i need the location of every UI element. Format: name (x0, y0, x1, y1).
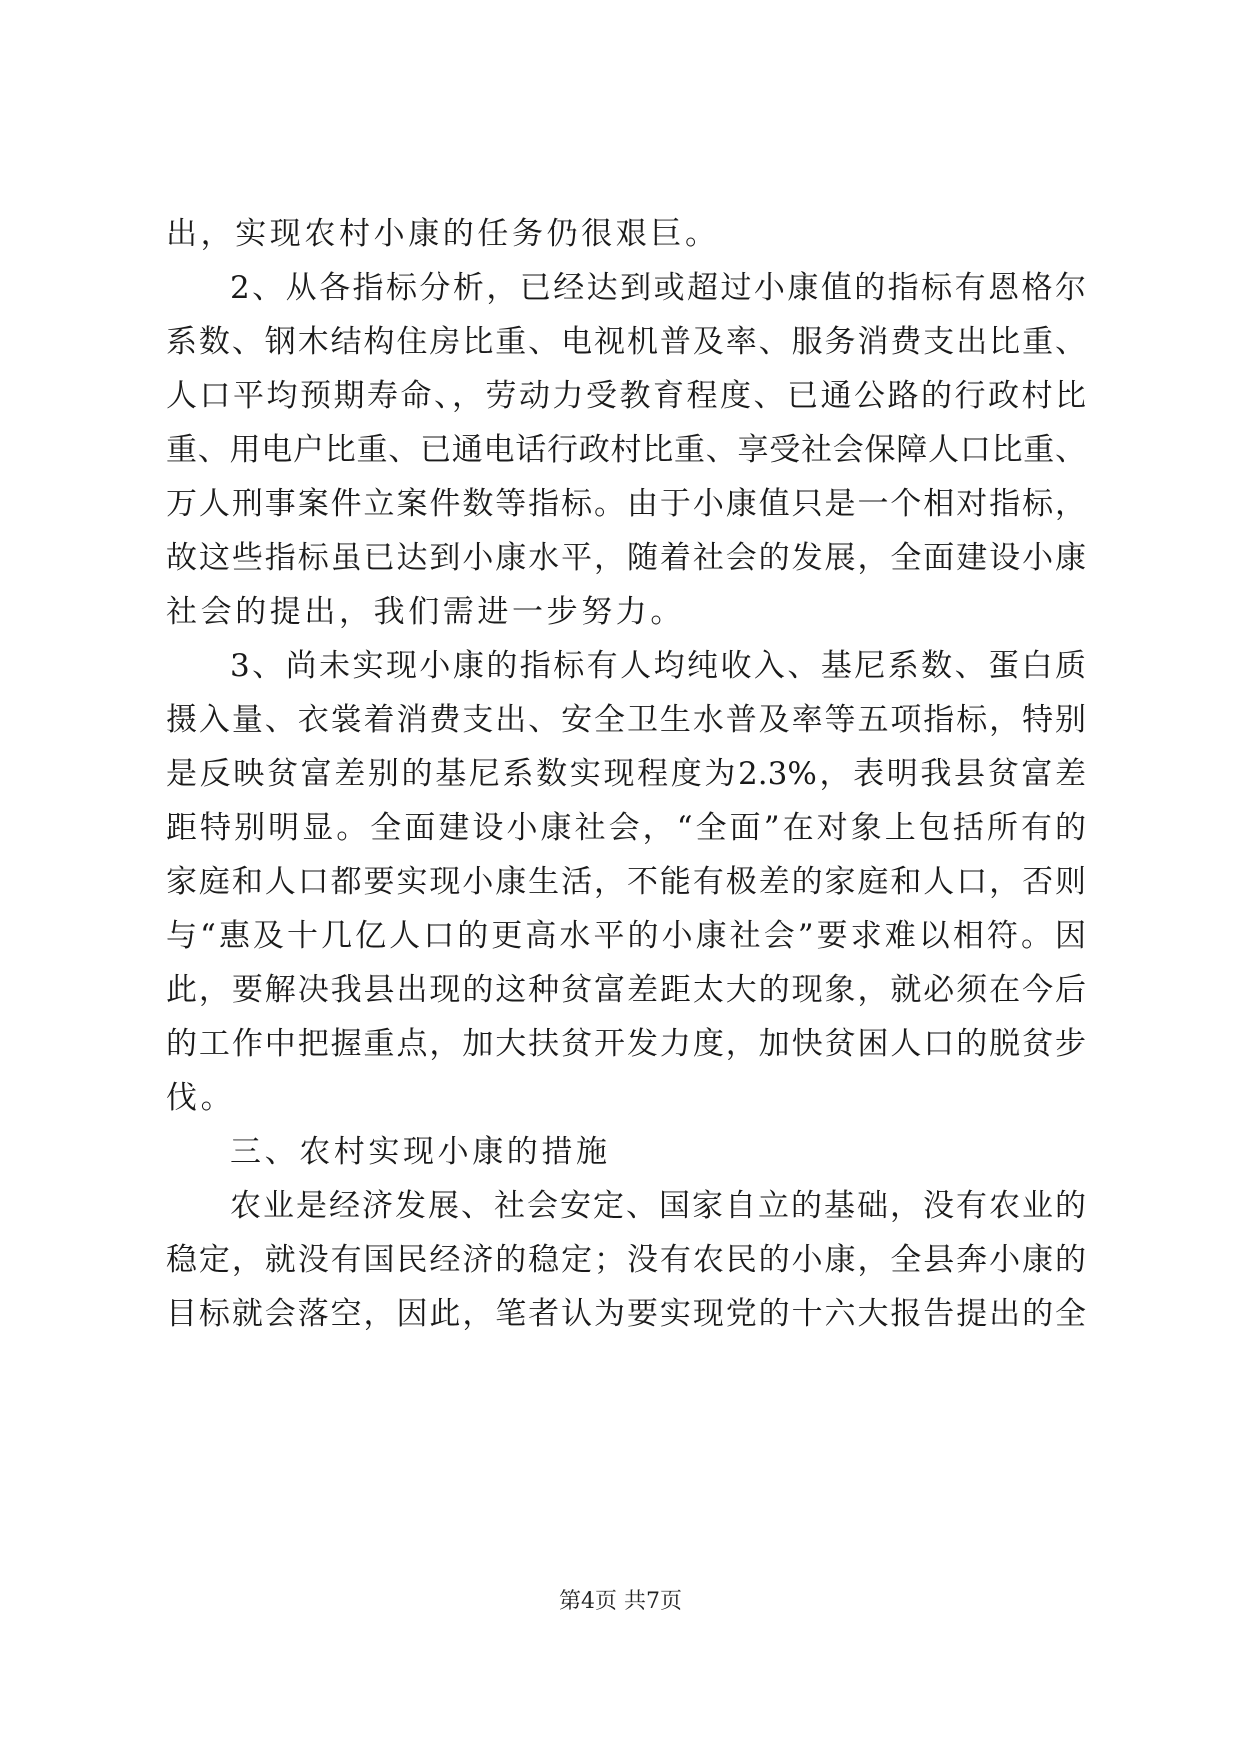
text-line: 稳定，就没有国民经济的稳定；没有农民的小康，全县奔小康的 (166, 1242, 1086, 1278)
text-line: 摄入量、衣裳着消费支出、安全卫生水普及率等五项指标，特别 (166, 702, 1086, 738)
text-line: 社会的提出，我们需进一步努力。 (166, 594, 685, 630)
text-line: 万人刑事案件立案件数等指标。由于小康值只是一个相对指标， (166, 486, 1086, 522)
section-heading: 三、农村实现小康的措施 (230, 1134, 611, 1170)
paragraph-start: 农业是经济发展、社会安定、国家自立的基础，没有农业的 (230, 1188, 1086, 1224)
text-line: 伐。 (166, 1080, 236, 1116)
text-line: 重、用电户比重、已通电话行政村比重、享受社会保障人口比重、 (166, 432, 1086, 468)
paragraph-3-start: 3、尚未实现小康的指标有人均纯收入、基尼系数、蛋白质 (230, 648, 1086, 684)
paragraph-2-start: 2、从各指标分析，已经达到或超过小康值的指标有恩格尔 (230, 270, 1086, 306)
text-line: 与“惠及十几亿人口的更高水平的小康社会”要求难以相符。因 (166, 918, 1086, 954)
text-line: 家庭和人口都要实现小康生活，不能有极差的家庭和人口，否则 (166, 864, 1086, 900)
text-line: 此，要解决我县出现的这种贫富差距太大的现象，就必须在今后 (166, 972, 1086, 1008)
text-line: 的工作中把握重点，加大扶贫开发力度，加快贫困人口的脱贫步 (166, 1026, 1086, 1062)
text-line: 出，实现农村小康的任务仍很艰巨。 (166, 216, 720, 252)
page-number-footer: 第4页 共7页 (559, 1589, 682, 1614)
text-line: 故这些指标虽已达到小康水平，随着社会的发展，全面建设小康 (166, 540, 1086, 576)
text-line: 是反映贫富差别的基尼系数实现程度为2.3%，表明我县贫富差 (166, 756, 1086, 792)
text-line: 系数、钢木结构住房比重、电视机普及率、服务消费支出比重、 (166, 324, 1086, 360)
text-line: 目标就会落空，因此，笔者认为要实现党的十六大报告提出的全 (166, 1296, 1086, 1332)
text-line: 距特别明显。全面建设小康社会，“全面”在对象上包括所有的 (166, 810, 1086, 846)
text-line: 人口平均预期寿命、，劳动力受教育程度、已通公路的行政村比 (166, 378, 1086, 414)
